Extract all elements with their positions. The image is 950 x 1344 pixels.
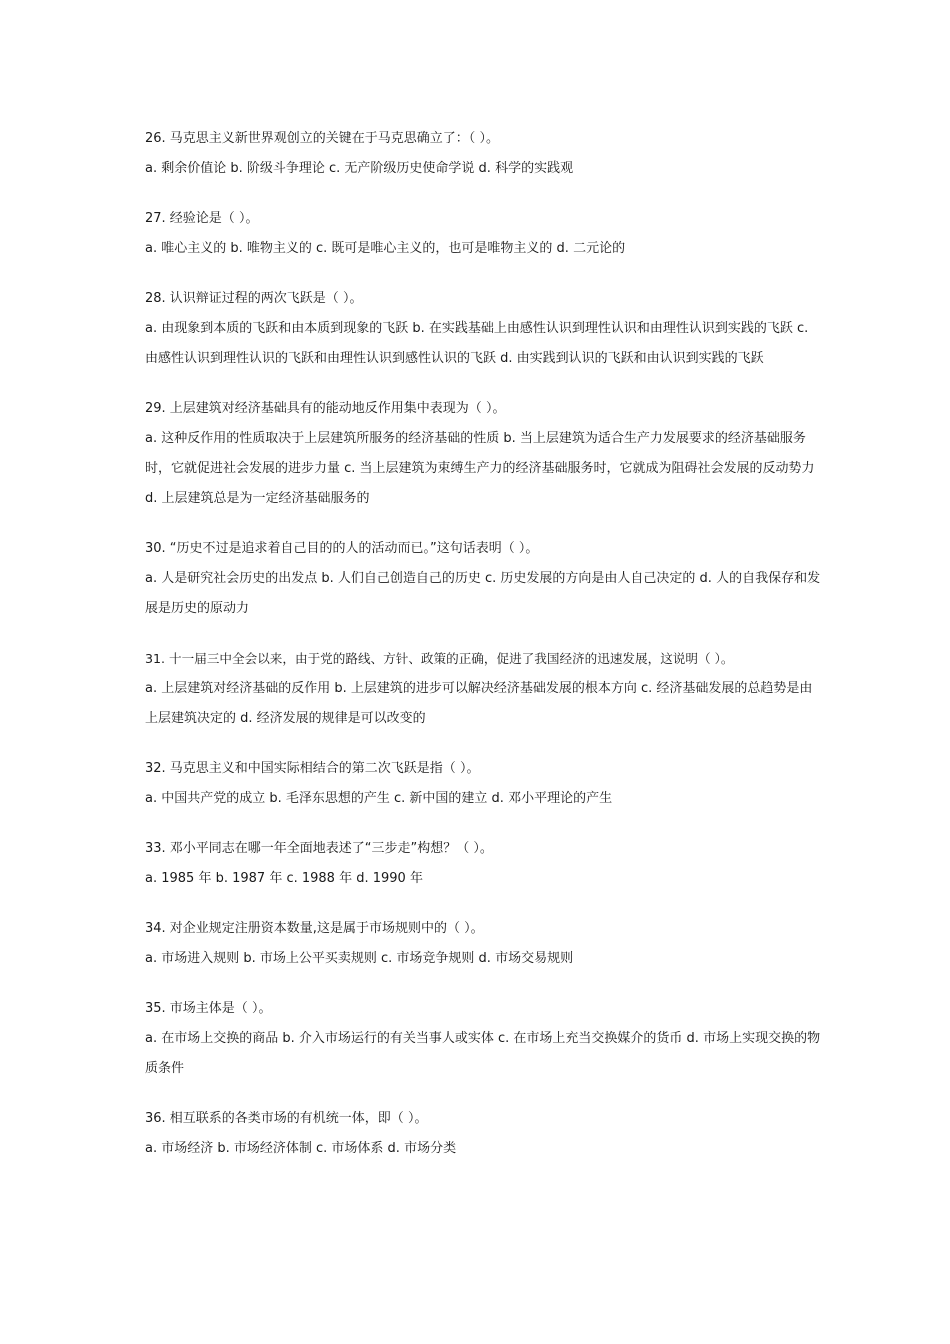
question-36 — [145, 1104, 825, 1164]
question-stem: 36. 相互联系的各类市场的有机统一体，即（ ）。 — [145, 1111, 428, 1126]
question-26 — [145, 124, 825, 184]
question-stem: 27. 经验论是（ ）。 — [145, 211, 259, 226]
question-options: a. 由现象到本质的飞跃和由本质到现象的飞跃 b. 在实践基础上由感性认识到理性认识和由理性认识到实践的飞跃 c. 由感性认识到理性认识的飞跃和由理性认识到感性认识的飞跃 d. 由实践到认识的飞跃和由认识到实践的飞跃 — [145, 321, 809, 366]
question-27 — [145, 204, 825, 264]
question-stem: 34. 对企业规定注册资本数量,这是属于市场规则中的（ ）。 — [145, 921, 484, 936]
question-30 — [145, 534, 825, 624]
question-options: a. 市场经济 b. 市场经济体制 c. 市场体系 d. 市场分类 — [145, 1141, 457, 1156]
question-28 — [145, 284, 825, 374]
question-29 — [145, 394, 825, 514]
question-options: a. 1985 年 b. 1987 年 c. 1988 年 d. 1990 年 — [145, 871, 423, 886]
question-options: a. 人是研究社会历史的出发点 b. 人们自己创造自己的历史 c. 历史发展的方向是由人自己决定的 d. 人的自我保存和发展是历史的原动力 — [145, 571, 821, 616]
question-options: a. 市场进入规则 b. 市场上公平买卖规则 c. 市场竞争规则 d. 市场交易规则 — [145, 951, 574, 966]
question-stem: 31. 十一届三中全会以来，由于党的路线、方针、政策的正确，促进了我国经济的迅速发展，这说明（ ）。 — [145, 651, 734, 666]
question-stem: 28. 认识辩证过程的两次飞跃是（ ）。 — [145, 291, 363, 306]
question-stem: 29. 上层建筑对经济基础具有的能动地反作用集中表现为（ ）。 — [145, 401, 506, 416]
question-stem: 30. “历史不过是追求着自己目的的人的活动而已。”这句话表明（ ）。 — [145, 541, 539, 556]
question-list — [145, 124, 825, 1184]
question-options: a. 上层建筑对经济基础的反作用 b. 上层建筑的进步可以解决经济基础发展的根本方向 c. 经济基础发展的总趋势是由上层建筑决定的 d. 经济发展的规律是可以改变的 — [145, 681, 813, 726]
question-33 — [145, 834, 825, 894]
question-35 — [145, 994, 825, 1084]
question-stem: 32. 马克思主义和中国实际相结合的第二次飞跃是指（ ）。 — [145, 761, 480, 776]
question-options: a. 这种反作用的性质取决于上层建筑所服务的经济基础的性质 b. 当上层建筑为适合生产力发展要求的经济基础服务时，它就促进社会发展的进步力量 c. 当上层建筑为束缚生产力的经济基础服务时，它就成为阻碍社会发展的反动势力 d. 上层建筑总是为一定经济基础服务的 — [145, 431, 815, 506]
question-32 — [145, 754, 825, 814]
question-stem: 26. 马克思主义新世界观创立的关键在于马克思确立了：（ ）。 — [145, 131, 499, 146]
question-stem: 35. 市场主体是（ ）。 — [145, 1001, 272, 1016]
question-options: a. 中国共产党的成立 b. 毛泽东思想的产生 c. 新中国的建立 d. 邓小平理论的产生 — [145, 791, 613, 806]
question-34 — [145, 914, 825, 974]
question-options: a. 在市场上交换的商品 b. 介入市场运行的有关当事人或实体 c. 在市场上充当交换媒介的货币 d. 市场上实现交换的物质条件 — [145, 1031, 821, 1076]
question-31 — [145, 644, 825, 734]
question-options: a. 剩余价值论 b. 阶级斗争理论 c. 无产阶级历史使命学说 d. 科学的实践观 — [145, 161, 574, 176]
question-stem: 33. 邓小平同志在哪一年全面地表述了“三步走”构想？（ ）。 — [145, 841, 493, 856]
question-options: a. 唯心主义的 b. 唯物主义的 c. 既可是唯心主义的，也可是唯物主义的 d. 二元论的 — [145, 241, 626, 256]
